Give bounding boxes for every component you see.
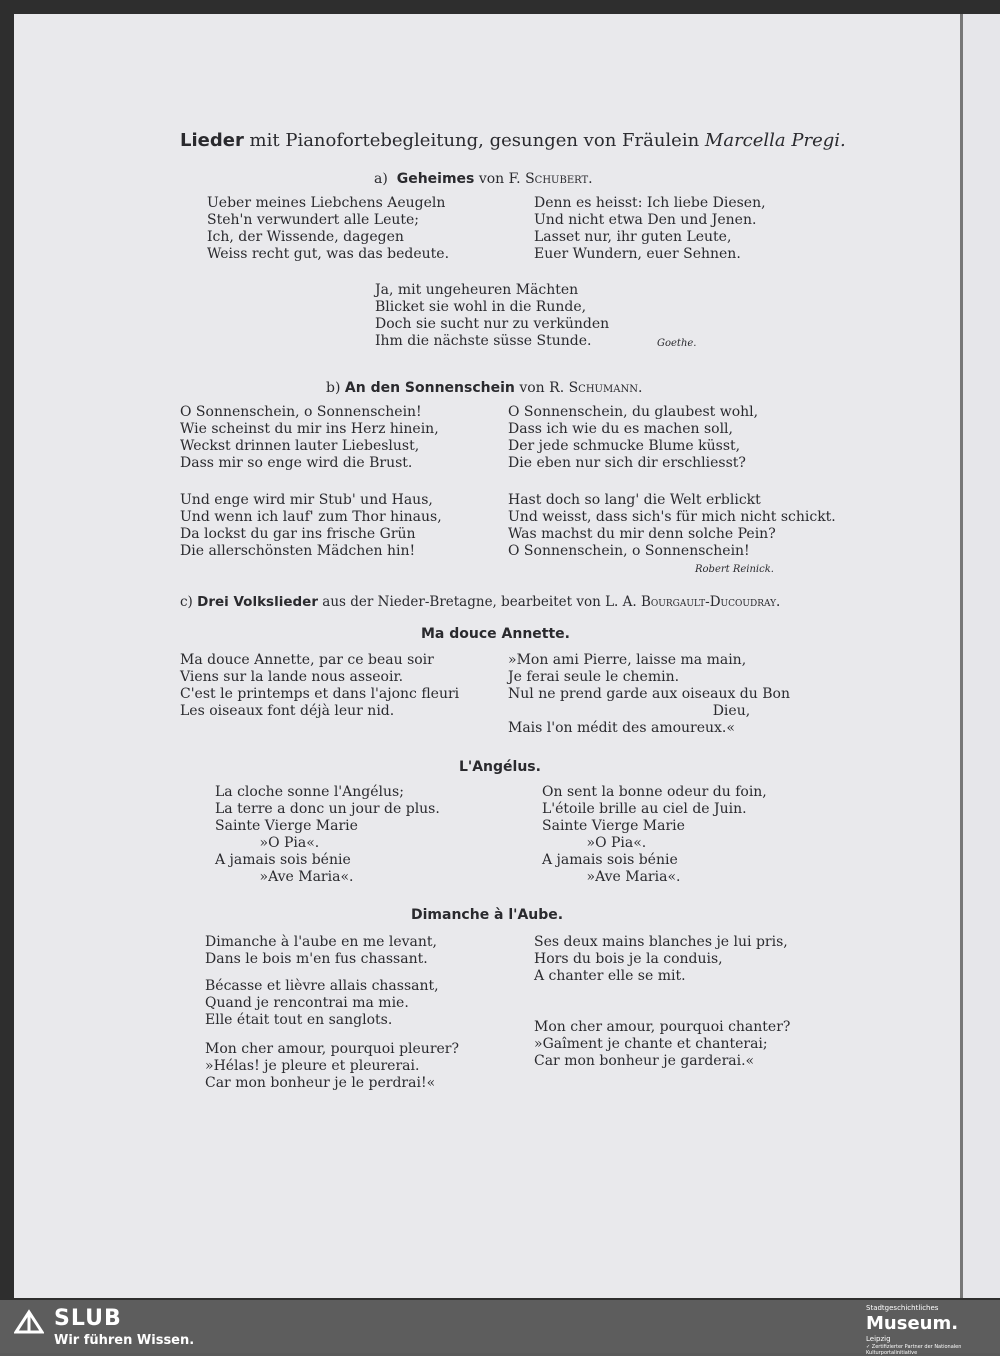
museum-logo[interactable]	[862, 1304, 992, 1356]
song-b-stanza-left-1: O Sonnenschein, o Sonnenschein! Wie scheinst du mir ins Herz hinein, Weckst drinnen lauter Liebeslust, Dass mir so enge wird die Brust.	[180, 404, 439, 471]
title-rest: mit Pianofortebegleitung, gesungen von Fräulein	[243, 130, 705, 151]
song-a-composer: Schubert.	[525, 171, 593, 187]
museum-note: ✓ Zertifizierter Partner der Nationalen Kulturportalinitiative	[866, 1344, 962, 1356]
angelus-title: L'Angélus.	[459, 759, 541, 775]
paper-sheet	[14, 14, 960, 1298]
song-a-label: a)	[374, 171, 388, 187]
song-c-label: c)	[180, 594, 193, 610]
song-b-stanza-right-1: O Sonnenschein, du glaubest wohl, Dass ich wie du es machen soll, Der jede schmucke Blume küsst, Die eben nur sich dir erschliesst?	[508, 404, 759, 471]
slub-tagline: Wir führen Wissen.	[54, 1333, 195, 1348]
angelus-left: La cloche sonne l'Angélus; La terre a donc un jour de plus. Sainte Vierge Marie »O Pia«. A jamais sois bénie »Ave Maria«.	[215, 784, 440, 885]
song-b-title: An den Sonnenschein	[344, 380, 515, 396]
program-title	[180, 130, 846, 151]
annette-title: Ma douce Annette.	[421, 626, 570, 642]
song-b-stanza-right-2: Hast doch so lang' die Welt erblickt Und weisst, dass sich's für mich nicht schickt. Was machst du mir denn solche Pein? O Sonnenschein, o Sonnenschein!	[508, 492, 836, 559]
song-b-stanza-left-2: Und enge wird mir Stub' und Haus, Und wenn ich lauf' zum Thor hinaus, Da lockst du gar ins frische Grün Die allerschönsten Mädchen hin!	[180, 492, 442, 559]
dimanche-right-2: Mon cher amour, pourquoi chanter? »Gaîment je chante et chanterai; Car mon bonheur je garderai.«	[534, 1019, 791, 1069]
song-b-label: b)	[326, 380, 341, 396]
singer-name: Marcella Pregi.	[704, 130, 846, 151]
song-a-stanza-center: Ja, mit ungeheuren Mächten Blicket sie wohl in die Runde, Doch sie sucht nur zu verkünden Ihm die nächste süsse Stunde.	[375, 282, 610, 349]
dimanche-left-1: Dimanche à l'aube en me levant, Dans le bois m'en fus chassant.	[205, 934, 437, 967]
song-b-composer: Schumann.	[568, 380, 643, 396]
dimanche-right-1: Ses deux mains blanches je lui pris, Hors du bois je la conduis, A chanter elle se mit.	[534, 934, 788, 984]
song-c-title: Drei Volkslieder	[197, 594, 318, 610]
song-b-poet: Robert Reinick.	[695, 564, 774, 575]
song-a-title: Geheimes	[396, 171, 475, 187]
title-strong: Lieder	[180, 130, 244, 151]
song-a-stanza-left: Ueber meines Liebchens Aeugeln Steh'n verwundert alle Leute; Ich, der Wissende, dagegen Weiss recht gut, was das bedeute.	[207, 195, 450, 262]
museum-name: Museum.	[866, 1313, 959, 1334]
dimanche-left-2: Bécasse et lièvre allais chassant, Quand je rencontrai ma mie. Elle était tout en sanglots.	[205, 978, 439, 1028]
museum-city: Leipzig	[866, 1335, 891, 1343]
slub-name[interactable]: SLUB	[54, 1306, 122, 1331]
museum-line-1: Stadtgeschichtliches	[866, 1304, 939, 1312]
song-c-heading	[180, 594, 780, 610]
angelus-right: On sent la bonne odeur du foin, L'étoile brille au ciel de Juin. Sainte Vierge Marie »O Pia«. A jamais sois bénie »Ave Maria«.	[542, 784, 767, 885]
song-a-stanza-right: Denn es heisst: Ich liebe Diesen, Und nicht etwa Den und Jenen. Lasset nur, ihr guten Leute, Euer Wundern, euer Sehnen.	[534, 195, 766, 262]
song-b-by: von R.	[519, 380, 565, 396]
slub-logo-icon	[14, 1308, 44, 1334]
dimanche-title: Dimanche à l'Aube.	[411, 907, 564, 923]
viewer-footer	[0, 1300, 1000, 1356]
song-a-by: von F.	[478, 171, 521, 187]
song-b-heading	[326, 380, 642, 396]
song-a-poet: Goethe.	[657, 338, 697, 349]
annette-left: Ma douce Annette, par ce beau soir Viens sur la lande nous asseoir. C'est le printemps et dans l'ajonc fleuri Les oiseaux font déjà leur nid.	[180, 652, 460, 719]
annette-right: »Mon ami Pierre, laisse ma main, Je ferai seule le chemin. Nul ne prend garde aux oiseaux du Bon Dieu, Mais l'on médit des amoureux.«	[508, 652, 790, 736]
adjacent-page-edge	[963, 14, 1000, 1298]
song-c-composer: Bourgault-Ducoudray.	[640, 594, 781, 610]
song-a-heading	[374, 171, 593, 187]
dimanche-left-3: Mon cher amour, pourquoi pleurer? »Hélas! je pleure et pleurerai. Car mon bonheur je le perdrai!«	[205, 1041, 459, 1091]
song-c-rest: aus der Nieder-Bretagne, bearbeitet von L. A.	[318, 594, 641, 610]
